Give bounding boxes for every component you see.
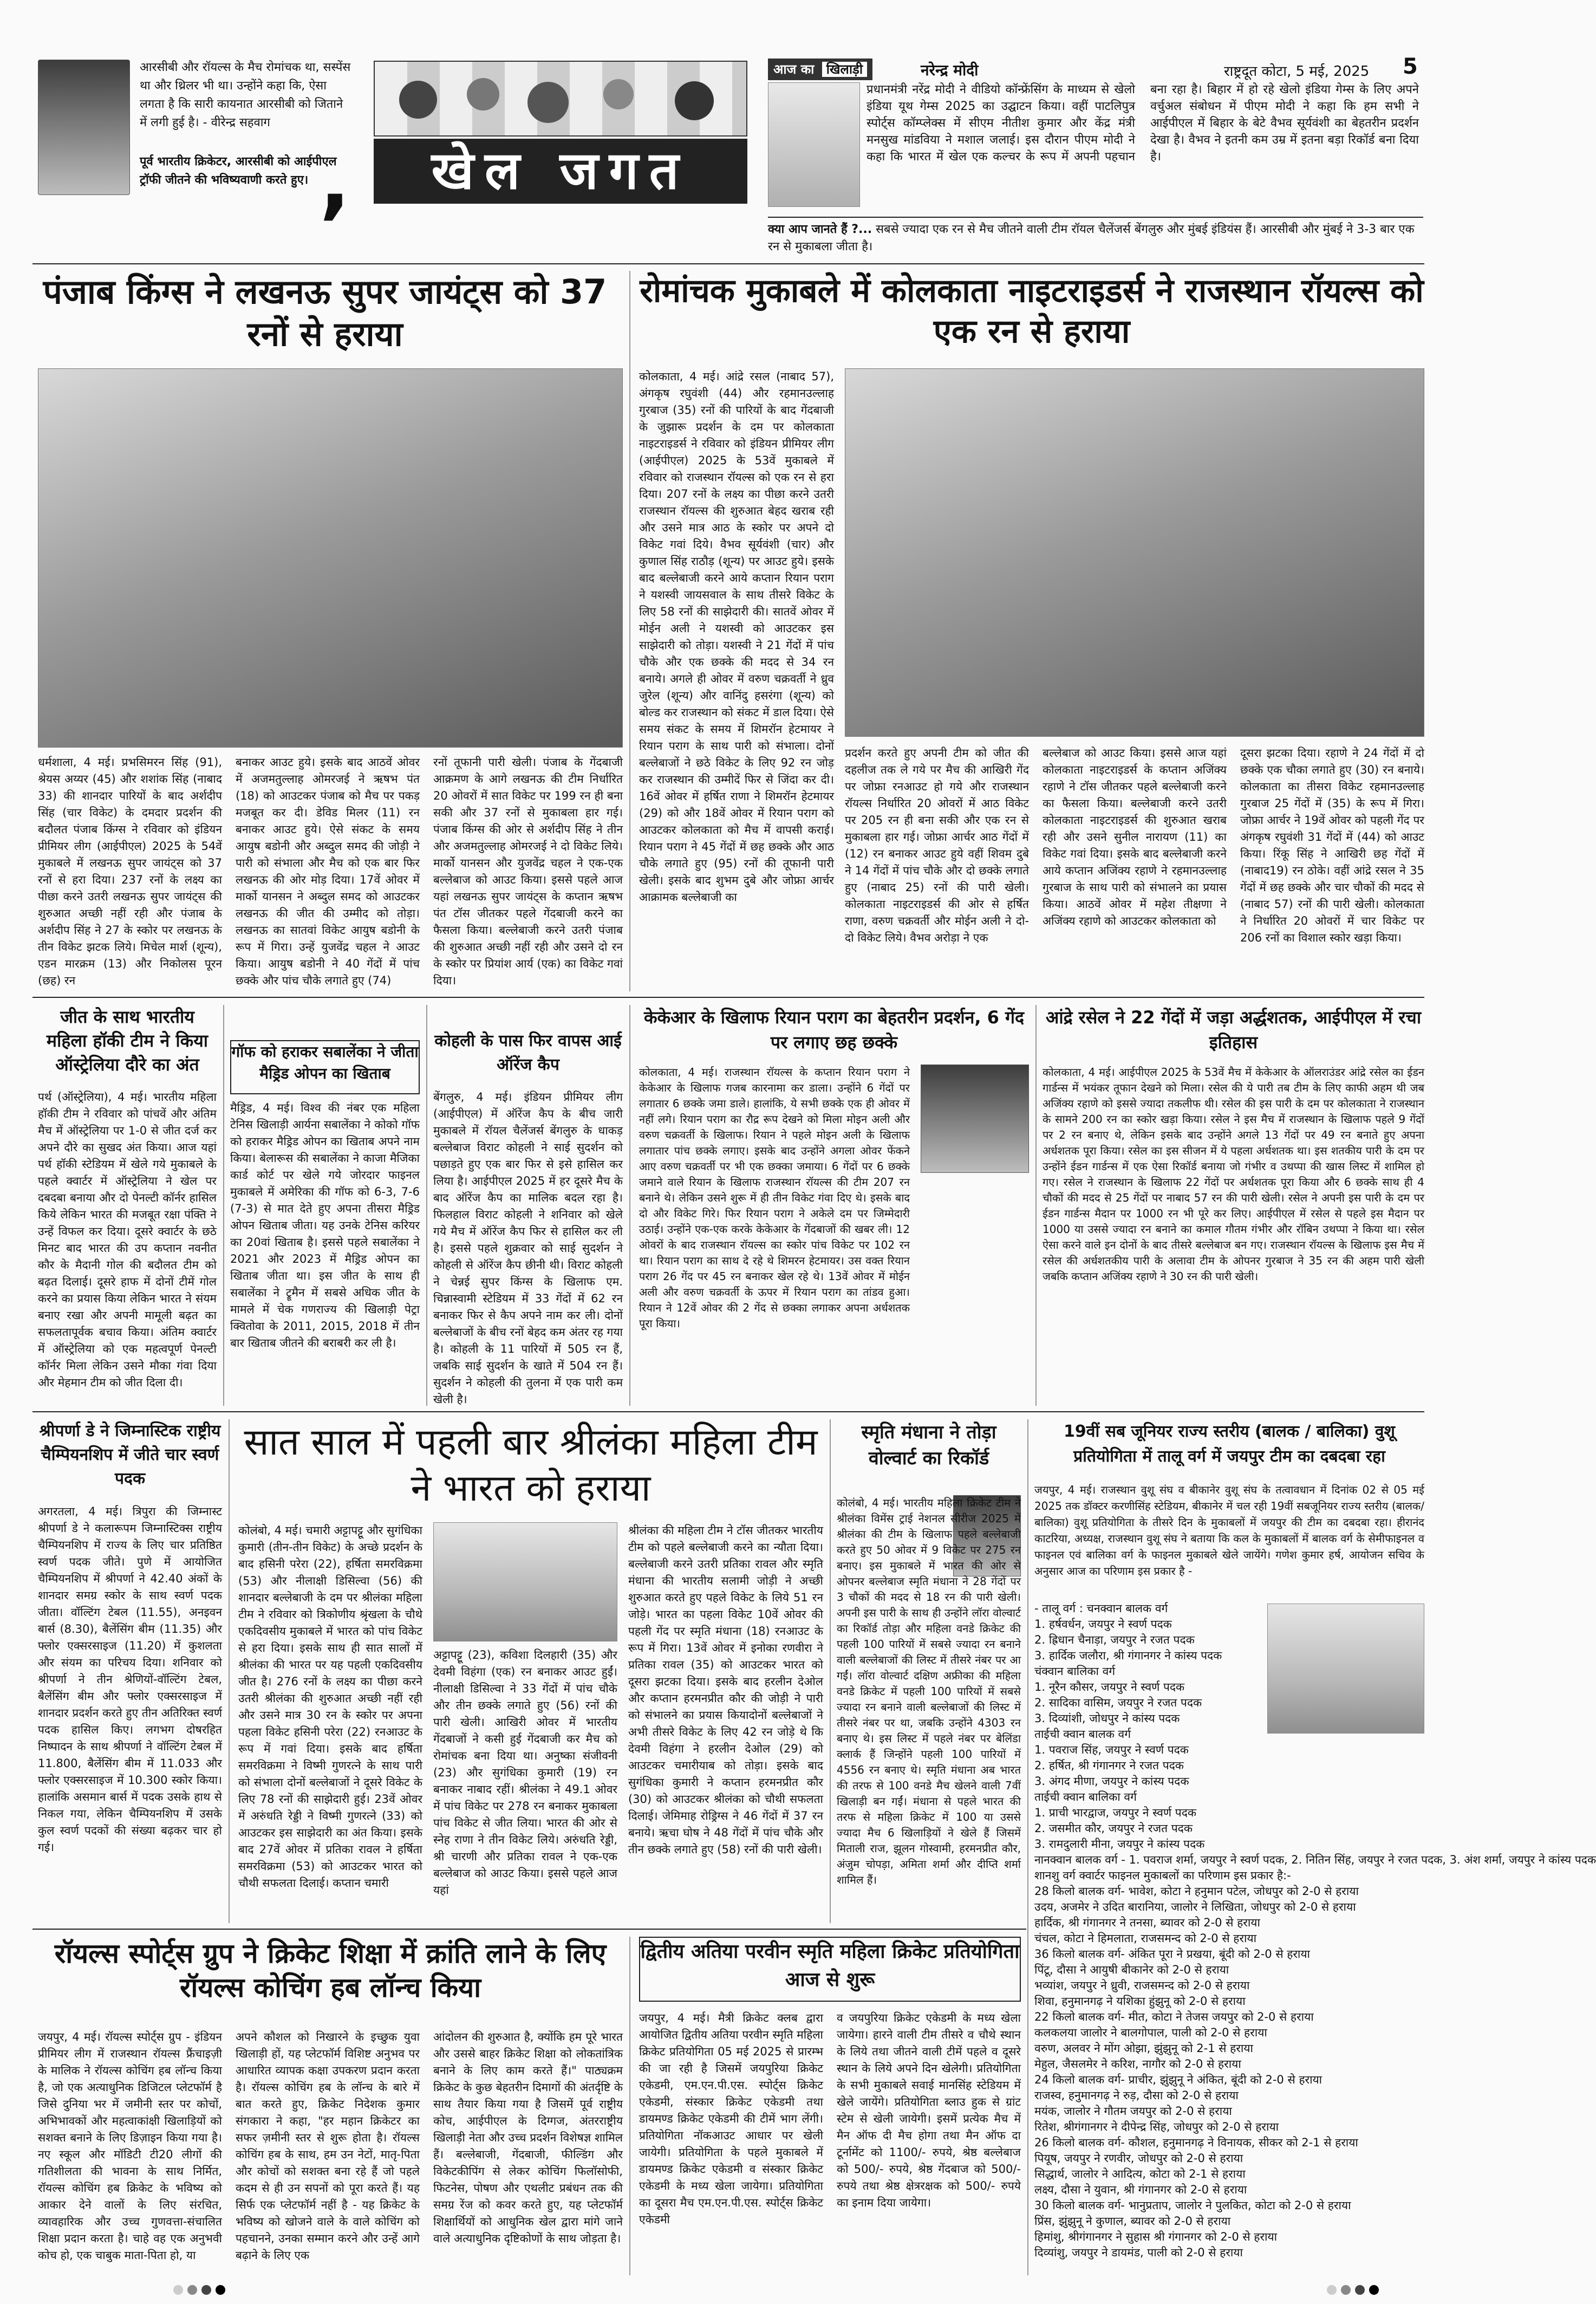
- wushu-result-line: 1. प्राची भारद्वाज, जयपुर ने स्वर्ण पदक: [1034, 1806, 1196, 1819]
- punjab-col2: बनाकर आउट हुये। इसके बाद आठवें ओवर में अजमतुल्लाह ओमरजई ने ऋषभ पंत (18) को आउटकर पंजाब को मैच पर पकड़ मजबूत कर दी। डेविड मिलर (11) रन बनाकर आउट हुये। ऐसे संकट के समय आयुष बडोनी और अब्दुल समद की जोड़ी ने पारी को संभाला और मैच को एक बार फिर लखनऊ की ओर मोड़ दिया। 17वें ओवर में मार्को यानसन ने अब्दुल समद को आउटकर लखनऊ की जीत की उम्मीद को तोड़ा। लखनऊ का सातवां विकेट आयुष बडोनी के रूप में गिरा। उन्हें युजवेंद्र चहल ने आउट किया। आयुष बडोनी ने 40 गेंदों में पांच छक्के और पांच चौके लगाते हुए (74): [236, 756, 420, 987]
- kolkata-intro: कोलकाता, 4 मई। आंद्रे रसल (नाबाद 57), अंगकृष रघुवंशी (44) और रहमानउल्लाह गुरबाज (35) रनों की पारियों के बाद गेंदबाजी के जुझारू प्रदर्शन के दम पर कोलकाता नाइटराइडर्स ने रविवार को इंडियन प्रीमियर लीग (आईपीएल) 2025 के 53वें मुकाबले में रविवार को राजस्थान रॉयल्स को एक रन से हरा दिया। 207 रनों के लक्ष्य का पीछा करने उतरी राजस्थान रॉयल्स की शुरुआत बेहद खराब रही और उसने मात्र आठ के स्कोर पर अपने दो विकेट गवां दिये। वैभव सूर्यवंशी (चार) और कुणाल सिंह राठौड़ (शून्य) पर आउट हुये। इसके बाद बल्लेबाजी करने आये कप्तान रियान पराग ने यशस्वी जायसवाल के साथ तीसरे विकेट के लिए 58 रनों की साझेदारी की। सातवें ओवर में मोईन अली ने यशस्वी को आउटकर इस साझेदारी को तोड़ा। यशस्वी ने 21 गेंदों में पांच चौके और एक छक्के की मदद से 34 रन बनाये। अगले ही ओवर में वरुण चक्रवर्ती ने ध्रुव जुरेल (शून्य) और वानिंदु हसरंगा (शून्य) को बोल्ड कर राजस्थान को संकट में डाल दिया। ऐसे समय संकट के समय में शिमरॉन हेटमायर ने रियान पराग के साथ पारी को संभाला। दोनों बल्लेबाजों ने छठे विकेट के लिए 92 रन जोड़ कर राजस्थान की उम्मीदें फिर से जिंदा कर दी। 16वें ओवर में हर्षित राणा ने शिमरॉन हेटमायर (29) को और 18वें ओवर में रियान पराग को आउटकर कोलकाता को मैच में वापसी कराई। रियान पराग ने 45 गेंदों में छह छक्के और आठ चौके लगाते हुए (95) रनों की तूफानी पारी खेली। इसके बाद शुभम दुबे और जोफ्रा आर्चर आक्रामक बल्लेबाजी का: [639, 370, 834, 904]
- smriti-body: कोलंबो, 4 मई। भारतीय महिला क्रिकेट टीम ने श्रीलंका विमेंस ट्राई नेशनल सीरीज 2025 में श्रीलंका की टीम के खिलाफ पहले बल्लेबाजी करते हुए 50 ओवर में 9 विकेट पर 275 रन बनाए। इस मुकाबले में भारत की ओर से ओपनर बल्लेबाज स्मृति मंधाना ने 28 गेंदों पर 3 चौकों की मदद से 18 रन की पारी खेली। अपनी इस पारी के साथ ही उन्होंने लॉरा वोल्वार्ट का रिकॉर्ड तोड़ा और महिला वनडे क्रिकेट की पहली 100 पारियों में सबसे ज्यादा रन बनाने वाली बल्लेबाजों की लिस्ट में तीसरे नंबर पर आ गईं। लॉरा वोल्वार्ट दक्षिण अफ्रीका की महिला वनडे क्रिकेट में पहली 100 पारियों में सबसे ज्यादा रन बनाने वाली बल्लेबाजों की लिस्ट में तीसरे नंबर पर था, जबकि उन्होंने 4303 रन बनाए थे। इस लिस्ट में पहले नंबर पर बेलिंडा क्लार्क हैं जिन्होंने पहली 100 पारियों में 4556 रन बनाए थे। स्मृति मंधाना अब भारत की तरफ से 100 वनडे मैच खेलने वाली 7वीं खिलाड़ी बन गईं। मंधाना से पहले भारत की तरफ से महिला क्रिकेट में 100 या उससे ज्यादा मैच 6 खिलाड़ियों ने खेले हैं जिसमें मिताली राज, झूलन गोस्वामी, हरमनप्रीत कौर, अंजुम चोपड़ा, अमिता शर्मा और दीप्ति शर्मा शामिल हैं।: [837, 1496, 1021, 1886]
- wushu-result-line: 28 किलो बालक वर्ग- भावेश, कोटा ने हनुमान पटेल, जोधपुर को 2-0 से हराया: [1034, 1885, 1359, 1898]
- wushu-result-line: पिंटू, दौसा ने आयुषी बीकानेर को 2-0 से हराया: [1034, 1963, 1229, 1976]
- wushu-result-line: ताईची क्वान बालिका वर्ग: [1034, 1790, 1137, 1803]
- wushu-result-line: 3. अंगद मीणा, जयपुर ने कांस्य पदक: [1034, 1775, 1189, 1788]
- wushu-result-line: कलकलया जालोर ने बालगोपाल, पाली को 2-0 से हराया: [1034, 2026, 1267, 2039]
- wushu-intro: जयपुर, 4 मई। राजस्थान वुशू संघ व बीकानेर वुशू संघ के तत्वावधान में दिनांक 02 से 05 मई 2025 तक डॉक्टर करणीसिंह स्टेडियम, बीकानेर में चल रही 19वीं सबजूनियर राज्य स्तरीय (बालक/ बालिका) वुशू प्रतियोगिता के तीसरे दिन के मुकाबलों में जयपुर की टीम का दबदबा रहा। हीरानंद काटरिया, अध्यक्ष, राजस्थान वुशू संघ ने बताया कि कल के मुकाबलों में बालक वर्ग के सेमीफाइनल व फाइनल एवं बालिका वर्ग के फाइनल मुकाबले खेले जायेंगे। गणेश कुमार हर्ष, आयोजन सचिव के अनुसार आज का परिणाम इस प्रकार है -: [1034, 1483, 1424, 1578]
- hockey-body: पर्थ (ऑस्ट्रेलिया), 4 मई। भारतीय महिला हॉकी टीम ने रविवार को पांचवें और अंतिम मैच में ऑस्ट्रेलिया पर 1-0 से जीत दर्ज कर अपने दौरे का सुखद अंत किया। आज यहां पर्थ हॉकी स्टेडियम में खेले गये मुकाबले के पहले क्वार्टर में ऑस्ट्रेलिया ने खेल पर दबदबा बनाया और दो पेनल्टी कॉर्नर हासिल किये लेकिन भारत की मजबूत रक्षा पंक्ति ने उन्हें विफल कर दिया। दूसरे क्वार्टर के छठे मिनट बाद भारत की उप कप्तान नवनीत कौर के मैदानी गोल की बदौलत टीम को बढ़त दिलाई। दूसरे हाफ में दोनों टीमें गोल करने का प्रयास किया लेकिन भारत ने संयम बनाए रखा और अपनी मामूली बढ़त का सफलतापूर्वक बचाव किया। अंतिम क्वार्टर में ऑस्ट्रेलिया को एक महत्वपूर्ण पेनल्टी कॉर्नर मिला लेकिन उसने मौका गंवा दिया और मेहमान टीम को जीत दिला दी।: [38, 1091, 217, 1389]
- aaj-ka-text: आज का: [773, 62, 815, 77]
- golf-body: मैड्रिड, 4 मई। विश्व की नंबर एक महिला टेनिस खिलाड़ी आर्यना सबालेंका ने कोको गॉफ को हराकर मैड्रिड ओपन का खिताब अपने नाम किया। बेलारूस की सबालेंका ने काजा मैजिका कार्ड कोर्ट पर खेले गये जोरदार फाइनल मुकाबले में अमेरिका की गॉफ को 6-3, 7-6 (7-3) से मात देते हुए अपना तीसरा मैड्रिड ओपन खिताब जीता। यह उनके टेनिस करियर का 20वां खिताब है। इससे पहले सबालेंका ने 2021 और 2023 में मैड्रिड ओपन का खिताब जीता था। इस जीत के साथ ही सबालेंका ने ट्रूमैन में सबसे अधिक जीत के मामले में चेक गणराज्य की खिलाड़ी पेट्रा क्वितोवा के 2011, 2015, 2018 में तीन बार खिताब जीतने की बराबरी कर ली है।: [230, 1101, 420, 1349]
- did-you-know-label: क्या आप जानते हैं ?...: [768, 223, 872, 236]
- wushu-result-line: ताईची क्वान बालक वर्ग: [1034, 1728, 1131, 1741]
- wushu-headline: 19वीं सब जूनियर राज्य स्तरीय (बालक / बालिका) वुशू प्रतियोगिता में तालू वर्ग में जयपुर टीम का दबदबा रहा: [1064, 1422, 1395, 1466]
- wushu-result-line: 1. नूरैन कौसर, जयपुर ने स्वर्ण पदक: [1034, 1680, 1185, 1693]
- punjab-headline: पंजाब किंग्स ने लखनऊ सुपर जायंट्स को 37 रनों से हराया: [43, 272, 607, 354]
- wushu-result-line: मयंक, जालोर ने गौतम जयपुर को 2-0 से हराया: [1034, 2105, 1232, 2118]
- footer-registration-dots-right: [1327, 2285, 1383, 2297]
- russell-headline: आंद्रे रसेल ने 22 गेंदों में जड़ा अर्द्धशतक, आईपीएल में रचा इतिहास: [1045, 1007, 1422, 1053]
- sehwag-caption: पूर्व भारतीय क्रिकेटर, आरसीबी को आईपीएल ट्रॉफी जीतने की भविष्यवाणी करते हुए।: [140, 155, 337, 187]
- kolkata-col4: दूसरा झटका दिया। रहाणे ने 24 गेंदों में दो छक्के एक चौका लगाते हुए (30) रन बनाये। कोलकाता का तीसरा विकेट रहमानउल्लाह गुरबाज 25 गेंदों में (35) के रूप में गिरा। जोफ्रा आर्चर ने 19वें ओवर को पहली गेंद पर अंगकृष रघुवंशी 31 गेंदों में (44) को आउट किया। रिंकू सिंह ने आखिरी छह गेंदों में (नाबाद19) रन ठोके। वहीं आंद्रे रसल ने 35 गेंदों में छह छक्के और चार चौकों की मदद से (नाबाद 57) रनों की पारी खेली। कोलकाता ने निर्धारित 20 ओवरों में चार विकेट पर 206 रनों का विशाल स्कोर खड़ा किया।: [1240, 747, 1424, 944]
- kolkata-headline: रोमांचक मुकाबले में कोलकाता नाइटराइडर्स ने राजस्थान रॉयल्स को एक रन से हराया: [640, 272, 1424, 351]
- wushu-result-line: 1. पवराज सिंह, जयपुर ने स्वर्ण पदक: [1034, 1743, 1189, 1756]
- punjab-col1: धर्मशाला, 4 मई। प्रभसिमरन सिंह (91), श्रेयस अय्यर (45) और शशांक सिंह (नाबाद 33) की शानदार पारियों के बाद अर्शदीप सिंह (चार विकेट) के दमदार प्रदर्शन की बदौलत पंजाब किंग्स ने रविवार को इंडियन प्रीमियर लीग (आईपीएल) 2025 के 54वें मुकाबले में लखनऊ सुपर जायंट्स को 37 रनों से हरा दिया। 237 रनों के लक्ष्य का पीछा करने उतरी लखनऊ सुपर जायंट्स की शुरुआत अच्छी नहीं रही और पंजाब के अर्शदीप सिंह ने 27 के स्कोर पर लखनऊ के तीन विकेट झटक लिये। मिचेल मार्श (शून्य), एडन मारक्रम (13) और निकोलस पूरन (छह) रन: [38, 756, 222, 987]
- wushu-result-line: - तालू वर्ग : चनक्वान बालक वर्ग: [1034, 1602, 1168, 1615]
- wushu-result-line: 30 किलो बालक वर्ग- भानुप्रताप, जालोर ने पुलकित, कोटा को 2-0 से हराया: [1034, 2199, 1351, 2212]
- wushu-result-line: 3. दिव्यांशी, जोधपुर ने कांस्य पदक: [1034, 1712, 1180, 1725]
- wushu-result-line: मेहुल, जैसलमेर ने करिश, नागौर को 2-0 से हराया: [1034, 2058, 1241, 2071]
- kohli-body: बेंगलुरु, 4 मई। इंडियन प्रीमियर लीग (आईपीएल) में ऑरेंज कैप के बीच जारी मुकाबले में रॉयल चैलेंजर्स बेंगलुरु के धाकड़ बल्लेबाज विराट कोहली ने साई सुदर्शन को पछाड़ते हुए एक बार फिर से इसे हासिल कर लिया है। आईपीएल 2025 में हर दूसरे मैच के बाद ऑरेंज कैप का मालिक बदल रहा है। फिलहाल विराट कोहली ने शनिवार को खेले गये मैच में ऑरेंज कैप फिर से हासिल कर ली है। इससे पहले शुक्रवार को साई सुदर्शन ने कोहली से ऑरेंज कैप छीनी थी। विराट कोहली ने चेन्नई सुपर किंग्स के खिलाफ एम. चिन्नास्वामी स्टेडियम में 33 गेंदों में 62 रन बनाकर फिर से कैप अपने नाम कर ली। दोनों बल्लेबाजों के बीच रनों बेहद कम अंतर रह गया है। कोहली के 11 पारियों में 505 रन हैं, जबकि साई सुदर्शन के खाते में 504 रन हैं। सुदर्शन ने कोहली की तुलना में एक पारी कम खेली है।: [433, 1091, 623, 1406]
- wushu-result-line: उदय, अजमेर ने उदित बारानिया, जालोर ने लिखिता, जोधपुर को 2-0 से हराया: [1034, 1900, 1356, 1913]
- paper-info: राष्ट्रदूत कोटा, 5 मई, 2025: [1224, 63, 1370, 80]
- srilanka-photo: [433, 1522, 617, 1641]
- wushu-result-line: पियूष, जयपुर ने रणवीर, जोधपुर को 2-0 से हराया: [1034, 2152, 1243, 2165]
- smriti-headline: स्मृति मंधाना ने तोड़ा वोल्वार्ट का रिकॉर्ड: [861, 1422, 996, 1469]
- wushu-result-line: 2. हर्षित, श्री गंगानगर ने रजत पदक: [1034, 1759, 1184, 1772]
- wushu-result-line: हिमांशु, श्रीगंगानगर ने सुहास श्री गंगानगर को 2-0 से हराया: [1034, 2230, 1278, 2243]
- person-text: प्रधानमंत्री नरेंद्र मोदी ने वीडियो कॉन्फ्रेंसिंग के माध्यम से खेलो इंडिया यूथ गेम्स 2025 का उद्घाटन किया। वहीं पाटलिपुत्र स्पोर्ट्स कॉम्प्लेक्स में सीएम नीतीश कुमार और केंद्र मंत्री मनसुख मांडविया ने मशाल जलाई। इस दौरान पीएम मोदी ने कहा कि भारत में खेल एक कल्चर के रूप में अपनी पहचान बना रहा है। बिहार में हो रहे खेलो इंडिया गेम्स के लिए अपने वर्चुअल संबोधन में पीएम मोदी ने कहा कि हम सभी ने आईपीएल में बिहार के बेटे वैभव सूर्यवंशी का बेहतरीन प्रदर्शन देखा है। वैभव ने इतनी कम उम्र में इतना बड़ा रिकॉर्ड बना दिया है।: [867, 83, 1419, 164]
- wushu-result-line: लक्ष्य, दौसा ने युवान, श्री गंगानगर को 2-0 से हराया: [1034, 2183, 1247, 2196]
- wushu-result-line: चंक्वान बालिका वर्ग: [1034, 1665, 1116, 1678]
- hockey-headline: जीत के साथ भारतीय महिला हॉकी टीम ने किया ऑस्ट्रेलिया दौरे का अंत: [46, 1007, 209, 1075]
- wushu-result-line: राजस्व, हनुमानगढ़ ने रुड़, दौसा को 2-0 से हराया: [1034, 2089, 1239, 2102]
- wushu-result-line: 26 किलो बालक वर्ग- कौशल, हनुमानगढ़ ने विनायक, सीकर को 2-1 से हराया: [1034, 2136, 1358, 2149]
- wushu-result-line: प्रिंस, झुंझुनू ने कुणाल, ब्यावर को 2-0 से हराया: [1034, 2215, 1231, 2228]
- wushu-result-line: रितेश, श्रीगंगानगर ने दीपेन्द्र सिंह, जोधपुर को 2-0 से हराया: [1034, 2120, 1279, 2133]
- person-name: नरेन्द्र मोदी: [921, 61, 979, 79]
- srilanka-headline: सात साल में पहली बार श्रीलंका महिला टीम ने भारत को हराया: [244, 1421, 818, 1510]
- footer-registration-dots: [173, 2285, 230, 2297]
- srilanka-col2: अट्टापट्टू (23), कविशा दिलहारी (35) और देवमी विहंगा (एक) रन बनाकर आउट हुईं। नीलाक्षी डिसिल्वा ने 33 गेंदों में पांच चौके और तीन छक्के लगाते हुए (56) रनों की पारी खेली। आखिरी ओवर में भारतीय गेंदबाजों ने कसी हुई गेंदबाजी कर मैच को रोमांचक बना दिया था। अनुष्का संजीवनी (23) और सुगंधिका कुमारी (19) रन बनाकर नाबाद रहीं। श्रीलंका ने 49.1 ओवर में पांच विकेट पर 278 रन बनाकर मुकाबला पांच विकेट से जीत लिया। भारत की ओर से स्नेह राणा ने तीन विकेट लिये। अरुंधति रेड्डी, श्री चारणी और प्रतिका रावल ने एक-एक बल्लेबाज को आउट किया। इससे पहले आज यहां: [433, 1649, 617, 1897]
- did-you-know-box: [768, 217, 1423, 259]
- sehwag-quote: आरसीबी और रॉयल्स के मैच रोमांचक था, सस्पेंस था और थ्रिलर भी था। उन्होंने कहा कि, ऐसा लगता है कि सारी कायनात आरसीबी को जिताने में लगी हुई है। - वीरेन्द्र सहवाग: [140, 61, 351, 129]
- kolkata-col2: प्रदर्शन करते हुए अपनी टीम को जीत की दहलीज तक ले गये पर मैच की आखिरी गेंद पर जोफ्रा रनआउट हो गये और राजस्थान रॉयल्स निर्धारित 20 ओवरों में आठ विकेट पर 205 रन ही बना सकी और एक रन से मुकाबला हार गई। जोफ्रा आर्चर आठ गेंदों में (12) रन बनाकर आउट हुये वहीं शिवम दुबे ने 14 गेंदों में पांच चौके और दो छक्के लगाते हुए (नाबाद 25) रनों की पारी खेली। कोलकाता नाइटराइडर्स की ओर से हर्षित राणा, वरुण चक्रवर्ती और मोईन अली ने दो-दो विकेट लिये। वैभव अरोड़ा ने एक: [845, 747, 1029, 944]
- wushu-result-line: 3. रामदुलारी मीना, जयपुर ने कांस्य पदक: [1034, 1838, 1205, 1851]
- wushu-result-line: सिद्धार्थ, जालोर ने आदित्य, कोटा को 2-1 से हराया: [1034, 2167, 1246, 2180]
- gymnast-body: अगरतला, 4 मई। त्रिपुरा की जिम्नास्ट श्रीपर्णा डे ने कलारूपम जिम्नास्टिक्स राष्ट्रीय चैम्पियनशिप में राज्य के लिए चार प्रतिष्ठित स्वर्ण पदक जीते। पुणे में आयोजित चैम्पियनशिप में श्रीपर्णा ने 42.40 अंकों के शानदार समग्र स्कोर के साथ स्वर्ण पदक जीता। वॉल्टिंग टेबल (11.55), अनइवन बार्स (8.30), बैलेंसिंग बीम (11.35) और फ्लोर एक्सरसाइज (11.20) में कुशलता और संयम का परिचय दिया। शनिवार को श्रीपर्णा ने तीन श्रेणियों-वॉल्टिंग टेबल, बैलेंसिंग बीम और फ्लोर एक्सरसाइज में शानदार प्रदर्शन करते हुए तीन अतिरिक्त स्वर्ण पदक हासिल किए। लगभग दोषरहित निष्पादन के साथ श्रीपर्णा ने वॉल्टिंग टेबल में 11.800, बैलेंसिंग बीम में 11.033 और फ्लोर एक्सरसाइज में 10.300 स्कोर किया। हालांकि असमान बार्स में पदक उसके हाथ से निकल गया, लेकिन चैम्पियनशिप में उसके कुल स्वर्ण पदकों की संख्या बढ़कर चार हो गई।: [38, 1505, 222, 1854]
- royals-col2: अपने कौशल को निखारने के इच्छुक युवा खिलाड़ी हों, यह प्लेटफॉर्म विशिष्ट अनुभव पर आधारित व्यापक कक्षा उपकरण प्रदान करता है। रॉयल्स कोचिंग हब के लॉन्च के बारे में बात करते हुए, क्रिकेट निदेशक कुमार संगकारा ने कहा, "हर महान क्रिकेटर का सफर ज़मीनी स्तर से शुरू होता है। रॉयल्स कोचिंग हब के साथ, हम उन नेटों, मातृ-पिता और कोचों को सशक्त बना रहे हैं जो पहले कदम से ही उन सपनों को पूरा करते हैं। यह सिर्फ एक प्लेटफॉर्म नहीं है - यह क्रिकेट के भविष्य को खोजने वाले के वाले कोचिंग को पहचानने, उनका सम्मान करने और उन्हें आगे बढ़ाने के लिए एक: [236, 2030, 420, 2262]
- kolkata-photo: [845, 368, 1424, 737]
- wushu-result-line: शानशु वर्ग क्वार्टर फाइनल मुकाबलों का परिणाम इस प्रकार है:-: [1034, 1869, 1291, 1882]
- srilanka-col3: श्रीलंका की महिला टीम ने टॉस जीतकर भारतीय टीम को पहले बल्लेबाजी करने का न्यौता दिया। बल्लेबाजी करने उतरी प्रतिका रावल और स्मृति मंधाना की भारतीय सलामी जोड़ी ने अच्छी शुरुआत करते हुए पहले विकेट के लिये 51 रन जोड़े। भारत का पहला विकेट 10वें ओवर की पहली गेंद पर स्मृति मंधाना (18) रनआउट के रूप में गिरा। 13वें ओवर में इनोका रणवीरा ने प्रतिका रावल (35) को आउटकर भारत को दूसरा झटका दिया। इसके बाद हरलीन देओल और कप्तान हरमनप्रीत कौर की जोड़ी ने पारी को संभालने का प्रयास कियादोनों बल्लेबाजों ने अभी तीसरे विकेट के लिए 42 रन जोड़े थे कि देवमी विहंगा ने हरलीन देओल (29) को आउटकर चमारीयाब को तोड़ा। इसके बाद सुगंधिका कुमारी ने कप्तान हरमनप्रीत कौर (30) को आउटकर श्रीलंका को चौथी सफलता दिलाई। जेमिमाह रोड्रिग्स ने 46 गेंदों में 37 रन बनाये। ऋचा घोष ने 48 गेंदों में पांच चौके और तीन छक्के लगाते हुए (58) रनों की पारी खेली।: [628, 1524, 823, 1856]
- wushu-result-line: चंचल, कोटा ने हिमलाता, राजसमन्द को 2-0 से हराया: [1034, 1932, 1257, 1945]
- wushu-result-line: हार्दिक, श्री गंगानगर ने तनसा, ब्यावर को 2-0 से हराया: [1034, 1916, 1260, 1929]
- punjab-col3: रनों तूफानी पारी खेली। पंजाब के गेंदबाजी आक्रमण के आगे लखनऊ की टीम निर्धारित 20 ओवरों में सात विकेट पर 199 रन ही बना सकी और 37 रनों से मुकाबला हार गई। पंजाब किंग्स की ओर से अर्शदीप सिंह ने तीन और अजमतुल्लाह ओमरजई ने दो विकेट लिये। मार्को यानसन और युजवेंद्र चहल ने एक-एक बल्लेबाज को आउट किया। इससे पहले आज यहां लखनऊ सुपर जायंट्स के कप्तान ऋषभ पंत टॉस जीतकर पहले गेंदबाजी करने का फैसला किया। बल्लेबाजी करने उतरी पंजाब की शुरुआत अच्छी नहीं रही और उसने दो रन के स्कोर पर प्रियांश आर्य (एक) का विकेट गवां दिया।: [433, 756, 623, 987]
- sehwag-photo: [38, 60, 130, 195]
- khiladi-text: खिलाड़ी: [822, 62, 867, 77]
- riyan-body: कोलकाता, 4 मई। राजस्थान रॉयल्स के कप्तान रियान पराग ने केकेआर के खिलाफ गजब कारनामा कर डाला। उन्होंने 6 गेंदों पर लगातार 6 छक्के जमा डाले। हालांकि, ये सभी छक्के एक ही ओवर में नहीं लगे। रियान पराग का रौद्र रूप देखने को मिला मोइन अली और वरुण चक्रवर्ती के खिलाफ। रियान ने पहले मोइन अली के खिलाफ लगातार पांच छक्के लगाए। इसके बाद उन्होंने अगला ओवर फेंकने आए वरुण चक्रवर्ती पर भी एक छक्का जमाया। 6 गेंदों पर 6 छक्के जमाने वाले रियान के खिलाफ राजस्थान रॉयल्स की टीम 207 रन बनाने थे। लेकिन उसने शुरू में ही तीन विकेट गंवा दिए थे। इसके बाद दो और विकेट गिरे। फिर रियान पराग ने अकेले दम पर जिम्मेदारी उठाई। उन्होंने एक-एक करके केकेआर के गेंदबाजों की खबर ली। 12 ओवरों के बाद राजस्थान रॉयल्स का स्कोर पांच विकेट पर 102 रन था। रियान पराग का साथ दे रहे थे शिमरन हेटमायर। उस वक्त रियान पराग 26 गेंद पर 45 रन बनाकर खेल रहे थे। 13वें ओवर में मोईन अली और वरुण चक्रवर्ती के ऊपर में रियान पराग का तांडव हुआ। रियान ने 12वें ओवर की 2 गेंद से छक्का लगाकर अपना अर्धशतक पूरा किया।: [639, 1066, 910, 1330]
- wushu-result-line: 22 किलो बालक वर्ग- मीत, कोटा ने तेजस जयपुर को 2-0 से हराया: [1034, 2010, 1314, 2023]
- wushu-result-line: 2. सादिका वासिम, जयपुर ने रजत पदक: [1034, 1696, 1202, 1709]
- punjab-photo: [38, 368, 623, 748]
- sports-balls-icon: [375, 62, 748, 138]
- wushu-result-line: 1. हर्षवर्धन, जयपुर ने स्वर्ण पदक: [1034, 1618, 1172, 1631]
- russell-body: कोलकाता, 4 मई। आईपीएल 2025 के 53वें मैच में केकेआर के ऑलराउंडर आंद्रे रसेल का ईडन गार्डन्स में भयंकर तूफान देखने को मिला। रसेल की ये पारी तब टीम के लिए काफी अहम थी जब अजिंक्य रहाणे को इससे ज्यादा तकलीफ थी। रसेल की इस पारी के दम पर कोलकाता ने राजस्थान के सामने 200 रन का स्कोर खड़ा किया। रसेल ने इस मैच में राजस्थान के खिलाफ पहले 9 गेंदों पर 2 रन बनाए थे, लेकिन इसके बाद उन्होंने अगले 13 गेंदों पर 49 रन बनाते हुए अपना अर्धशतक पूरा किया। रसेल का इस सीजन में ये पहला अर्धशतक था। इस शतकीय पारी के दम पर उन्होंने ईडन गार्डन्स में एक ऐसा रिकॉर्ड बनाया जो गंभीर व उथप्पा की खास लिस्ट में शामिल हो गए। रसेल ने राजस्थान के खिलाफ 22 गेंदों पर अर्धशतक पूरा किया और 6 छक्के साथ ही 4 चौकों की मदद से 25 गेंदों पर नाबाद 57 रन की पारी खेली। रसेल ने अपनी इस पारी के दम पर ईडन गार्डन्स मैदान पर 1000 रन भी पूरे कर लिए। आईपीएल में रसेल से पहले इस मैदान पर 1000 या उससे ज्यादा रन बनाने का कमाल गौतम गंभीर और रॉबिन उथप्पा ने किया था। रसेल ऐसा करने वाले इन दोनों के बाद तीसरे बल्लेबाज बन गए। राजस्थान रॉयल्स के खिलाफ इस मैच में रसेल की अर्धशतकीय पारी के अलावा टीम के ओपनर गुरबाज ने 35 रन की अहम पारी खेली जबकि कप्तान अजिंक्य रहाणे ने 30 रन की पारी खेली।: [1043, 1066, 1424, 1283]
- kolkata-col3: बल्लेबाज को आउट किया। इससे आज यहां कोलकाता नाइटराइडर्स के कप्तान अजिंक्य रहाणे ने टॉस जीतकर पहले बल्लेबाजी करने का फैसला किया। बल्लेबाजी करने उतरी कोलकाता नाइटराइडर्स की शुरुआत खराब रही और उसने सुनील नारायण (11) का विकेट गवां दिया। इसके बाद बल्लेबाजी करने आये कप्तान अजिंक्य रहाणे ने रहमानउल्लाह गुरबाज के साथ पारी को संभालने का प्रयास किया। आठवें ओवर में महेश तीक्षणा ने अजिंक्य रहाणे को आउटकर कोलकाता को: [1043, 747, 1227, 927]
- gymnast-headline: श्रीपर्णा डे ने जिम्नास्टिक राष्ट्रीय चैम्पियनशिप में जीते चार स्वर्ण पदक: [39, 1422, 221, 1488]
- quote-comma-mark: ,: [320, 134, 350, 229]
- wushu-result-line: दिव्यांशु, जयपुर ने डायमंड, पाली को 2-0 से हराया: [1034, 2246, 1243, 2259]
- aaj-ka-label: [768, 59, 872, 80]
- riyan-headline: केकेआर के खिलाफ रियान पराग का बेहतरीन प्रदर्शन, 6 गेंद पर लगाए छह छक्के: [643, 1007, 1025, 1053]
- atiya-col1: जयपुर, 4 मई। मैत्री क्रिकेट क्लब द्वारा आयोजित द्वितीय अतिया परवीन स्मृति महिला क्रिकेट प्रतियोगिता 05 मई 2025 से प्रारम्भ की जा रही है जिसमें जयपुरिया क्रिकेट एकेडमी, एम.एन.पी.एस. स्पोर्ट्स क्रिकेट एकेडमी, संस्कार क्रिकेट एकेडमी तथा डायमण्ड क्रिकेट एकेडमी की टीमें भाग लेंगी। प्रतियोगिता नॉकआउट आधार पर खेली जायेगी। प्रतियोगिता के पहले मुकाबले में डायमण्ड क्रिकेट एकेडमी व संस्कार क्रिकेट एकेडमी के मध्य खेला जायेगा। प्रतियोगिता का दूसरा मैच एम.एन.पी.एस. स्पोर्ट्स क्रिकेट एकेडमी: [639, 2011, 823, 2226]
- wushu-result-line: शिवा, हनुमानगढ़ ने यशिका हुंझुनू को 2-0 से हराया: [1034, 1995, 1246, 2008]
- wushu-result-line: 36 किलो बालक वर्ग- अंकित पूरा ने प्रखया, बूंदी को 2-0 से हराया: [1034, 1948, 1310, 1961]
- wushu-results-list: [1034, 1601, 1596, 2275]
- golf-headline: गॉफ को हराकर सबालेंका ने जीता मैड्रिड ओपन का खिताब: [230, 1040, 420, 1094]
- wushu-result-line: 3. हार्दिक जलौरा, श्री गंगानगर ने कांस्य पदक: [1034, 1649, 1222, 1662]
- srilanka-col1: कोलंबो, 4 मई। चमारी अट्टापट्टू और सुगंधिका कुमारी (तीन-तीन विकेट) के अच्छे प्रदर्शन के बाद हसिनी परेरा (22), हर्षिता समरविक्रमा (53) और नीलाक्षी डिसिल्वा (56) की शानदार बल्लेबाजी के दम पर श्रीलंका महिला टीम ने रविवार को त्रिकोणीय श्रृंखला के चौथे एकदिवसीय मुकाबले में भारत को पांच विकेट से हरा दिया। इसके साथ ही सात सालों में श्रीलंका की भारत पर यह पहली एकदिवसीय जीत है। 276 रनों के लक्ष्य का पीछा करने उतरी श्रीलंका की शुरुआत अच्छी नहीं रही और उसने मात्र 30 रन के स्कोर पर अपना पहला विकेट हसिनी परेरा (22) रनआउट के रूप में गवां दिया। इसके बाद हर्षिता समरविक्रमा ने विष्मी गुणरत्ने के साथ पारी को संभाला दोनों बल्लेबाजों ने दूसरे विकेट के लिए 78 रनों की साझेदारी हुई। 23वें ओवर में अरुंधति रेड्डी ने विष्मी गुणरत्ने (33) को आउटकर इस साझेदारी का अंत किया। इसके बाद 27वें ओवर में प्रतिका रावल ने हर्षिता समरविक्रमा (53) को आउटकर भारत को चौथी सफलता दिलाई। कप्तान चमारी: [238, 1524, 422, 1890]
- wushu-result-line: 2. ह्रिधान चैनाड़ा, जयपुर ने रजत पदक: [1034, 1633, 1195, 1646]
- modi-photo: [768, 82, 860, 207]
- page-number: 5: [1403, 54, 1418, 79]
- kohli-headline: कोहली के पास फिर वापस आई ऑरेंज कैप: [434, 1031, 622, 1074]
- wushu-result-line: नानक्वान बालक वर्ग - 1. पवराज शर्मा, जयपुर ने स्वर्ण पदक, 2. नितिन सिंह, जयपुर ने रजत पदक, 3. अंश शर्मा, जयपुर ने कांस्य पदक: [1034, 1853, 1596, 1866]
- wushu-result-line: 24 किलो बालक वर्ग- प्राचीर, झुंझुनू ने अंकित, बूंदी को 2-0 से हराया: [1034, 2073, 1323, 2086]
- royals-academy-headline: रॉयल्स स्पोर्ट्स ग्रुप ने क्रिकेट शिक्षा में क्रांति लाने के लिए रॉयल्स कोचिंग हब लॉन्च किया: [54, 1938, 607, 2003]
- atiya-headline: द्वितीय अतिया परवीन स्मृति महिला क्रिकेट प्रतियोगिता आज से शुरू: [639, 1937, 1021, 2002]
- royals-col1: जयपुर, 4 मई। रॉयल्स स्पोर्ट्स ग्रुप - इंडियन प्रीमियर लीग में राजस्थान रॉयल्स फ्रैंचाइज़ी के मालिक ने रॉयल्स कोचिंग हब लॉन्च किया है, जो एक अत्याधुनिक डिजिटल प्लेटफॉर्म है जिसे दुनिया भर में जमीनी स्तर पर कोचों, अभिभावकों और महत्वाकांक्षी खिलाड़ियों को सशक्त बनाने के लिए डिज़ाइन किया गया है। नए स्कूल और मॉडिटी टी20 लीगों की गतिशीलता की भावना के साथ निर्मित, रॉयल्स कोचिंग हब क्रिकेट के भविष्य को आकार देने वालों के लिए संरचित, व्यावहारिक और उच्च गुणवत्ता-संचालित शिक्षा प्रदान करता है। चाहे वह एक अनुभवी कोच हो, एक चाबुक माता-पिता हो, या: [38, 2030, 222, 2262]
- section-title: खेल जगत: [374, 139, 747, 204]
- wushu-result-line: 2. जसमीत कौर, जयपुर ने रजत पदक: [1034, 1822, 1193, 1835]
- sports-icons-banner: [374, 61, 747, 137]
- did-you-know-text: सबसे ज्यादा एक रन से मैच जीतने वाली टीम रॉयल चैलेंजर्स बेंगलुरु और मुंबई इंडियंस हैं। आरसीबी और मुंबई ने 3-3 बार एक रन से मुकाबला जीता है।: [768, 223, 1415, 254]
- wushu-result-line: भव्यांश, जयपुर ने ध्रुवी, राजसमन्द को 2-0 से हराया: [1034, 1979, 1250, 1992]
- wushu-result-line: वरुण, अलवर ने मोंग ओझा, झुंझुनू को 2-1 से हराया: [1034, 2042, 1253, 2055]
- royals-col3: आंदोलन की शुरुआत है, क्योंकि हम पूरे भारत और उससे बाहर क्रिकेट शिक्षा को लोकतांत्रिक बनाने के लिए काम करते हैं।" पाठ्यक्रम क्रिकेट के कुछ बेहतरीन दिमागों की अंतर्दृष्टि के साथ तैयार किया गया है जिसमें पूर्व राष्ट्रीय कोच, आईपीएल के दिग्गज, अंतरराष्ट्रीय खिलाड़ी नेता और उच्च प्रदर्शन विशेषज्ञ शामिल हैं। बल्लेबाजी, गेंदबाजी, फील्डिंग और विकेटकीपिंग से लेकर कोचिंग फिलॉसोफी, फिटनेस, पोषण और एथलीट प्रबंधन तक की समग्र रेंज को कवर करते हुए, यह प्लेटफॉर्म शिक्षार्थियों को आधुनिक खेल द्वारा मांगे जाने वाले अत्याधुनिक दृष्टिकोणों के साथ जोड़ता है।: [433, 2030, 623, 2245]
- atiya-col2: व जयपुरिया क्रिकेट एकेडमी के मध्य खेला जायेगा। हारने वाली टीम तीसरे व चौथे स्थान के लिये तथा जीतने वाली टीमें पहले व दूसरे स्थान के लिये अपने दिन खेलेगी। प्रतियोगिता के सभी मुकाबले सवाई मानसिंह स्टेडियम में खेले जायेंगे। प्रतियोगिता ब्लाउ हुक से ग्रांट स्टेम से खेली जायेगी। इसमें प्रत्येक मैच में मैन ऑफ दी मैच होगा तथा मैन ऑफ दा टूर्नामेंट को 1100/- रुपये, श्रेष्ठ बल्लेबाज को 500/- रुपये, श्रेष्ठ गेंदबाज को 500/- रुपये तथा श्रेष्ठ क्षेत्ररक्षक को 500/- रुपये का इनाम दिया जायेगा।: [837, 2011, 1021, 2209]
- riyan-photo: [921, 1065, 1029, 1173]
